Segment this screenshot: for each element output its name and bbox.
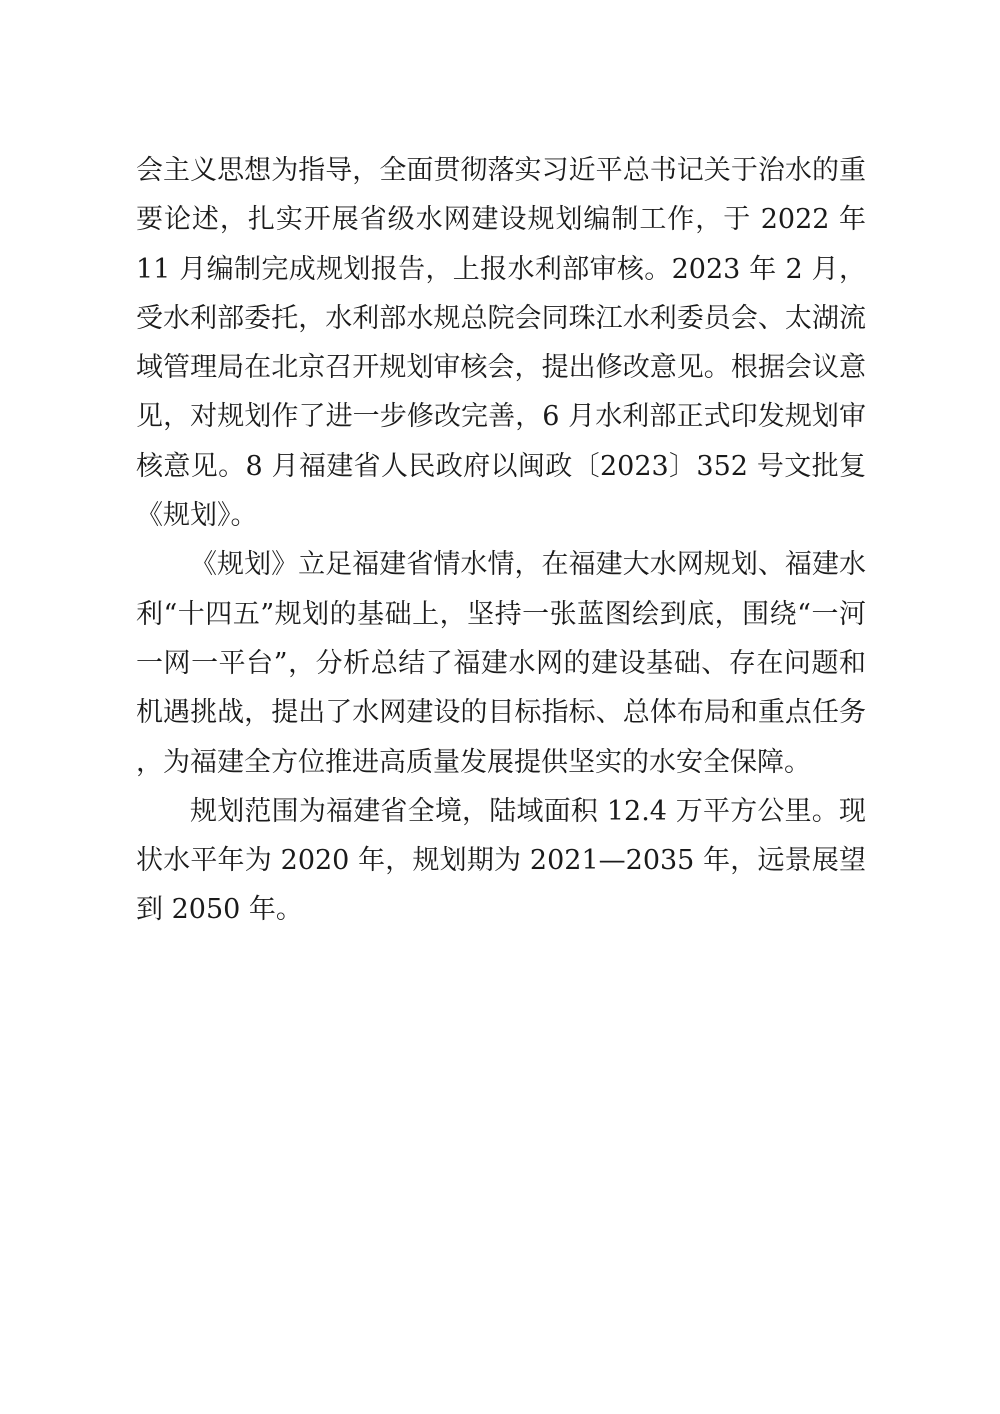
paragraph-1: 会主义思想为指导，全面贯彻落实习近平总书记关于治水的重要论述，扎实开展省级水网建设规划编制工作，于 2022 年 11 月编制完成规划报告，上报水利部审核。2023 年 2 月，受水利部委托，水利部水规总院会同珠江水利委员会、太湖流域管理局在北京召开规划审核会，提出修改意见。根据会议意见，对规划作了进一步修改完善，6 月水利部正式印发规划审核意见。8 月福建省人民政府以闽政〔2023〕352 号文批复《规划》。 xyxy=(136,155,866,532)
body-text xyxy=(136,146,866,935)
paragraph-2: 《规划》立足福建省情水情，在福建大水网规划、福建水利“十四五”规划的基础上，坚持一张蓝图绘到底，围绕“一河一网一平台”，分析总结了福建水网的建设基础、存在问题和机遇挑战，提出了水网建设的目标指标、总体布局和重点任务，为福建全方位推进高质量发展提供坚实的水安全保障。 xyxy=(136,549,866,778)
paragraph-3: 规划范围为福建省全境，陆域面积 12.4 万平方公里。现状水平年为 2020 年，规划期为 2021—2035 年，远景展望到 2050 年。 xyxy=(136,795,866,926)
